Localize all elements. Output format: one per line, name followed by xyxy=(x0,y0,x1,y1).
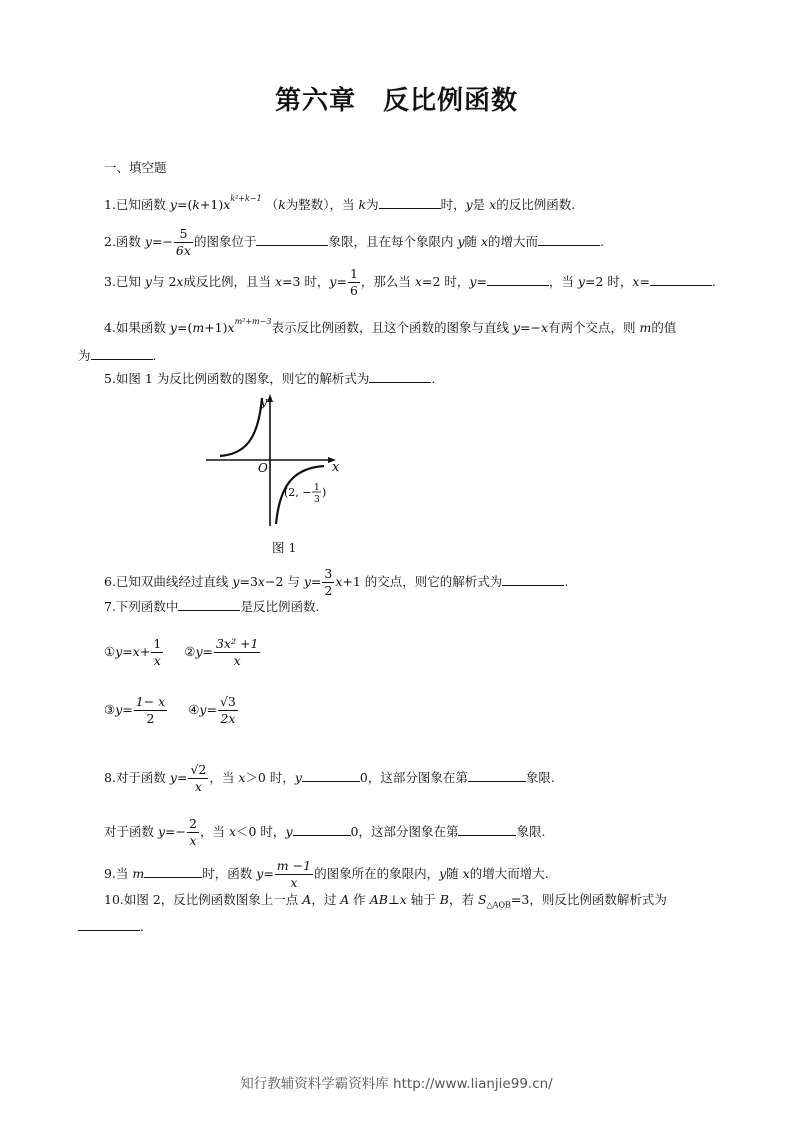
answer-blank[interactable] xyxy=(178,598,240,611)
hyperbola-branch-upper-left xyxy=(220,398,262,456)
question-10-line2: . xyxy=(78,918,144,935)
answer-blank[interactable] xyxy=(293,823,351,836)
answer-blank[interactable] xyxy=(502,573,564,586)
point-label: (2, − xyxy=(284,486,312,499)
answer-blank[interactable] xyxy=(256,233,328,246)
question-10: 10.如图 2，反比例函数图象上一点 A，过 A 作 AB⊥x 轴于 B，若 $S_{\triangle AOB}=3$，则反比例函数解析式为 xyxy=(104,892,667,910)
question-8b: 对于函数 y=− $\frac{2}{x}$ ，当 x＜0 时，y 0，这部分图象在第 象限. xyxy=(104,816,546,848)
answer-blank[interactable] xyxy=(144,865,202,878)
option-3: ③y= $\frac{1- x}{2}$ xyxy=(104,694,166,726)
figure-1-graph xyxy=(200,388,350,534)
answer-blank[interactable] xyxy=(538,233,600,246)
question-4-line2: 为 . xyxy=(78,348,157,363)
answer-blank[interactable] xyxy=(458,823,516,836)
options-row-1 xyxy=(104,636,261,669)
option-1: ①y=x+ $\frac{1}{x}$ xyxy=(104,636,162,668)
axis-label-x: x xyxy=(332,460,340,475)
question-5: 5.如图 1 为反比例函数的图象，则它的解析式为 . xyxy=(104,371,436,386)
question-7: 7.下列函数中 是反比例函数. xyxy=(104,599,320,614)
answer-blank[interactable] xyxy=(369,370,431,383)
point-label-close: ) xyxy=(322,486,327,499)
options-row-2 xyxy=(104,694,239,727)
answer-blank[interactable] xyxy=(650,273,712,286)
option-4: ④y= $\frac{√3}{2x}$ xyxy=(188,694,236,726)
figure-1-caption: 图 1 xyxy=(272,540,297,555)
origin-label: O xyxy=(258,461,268,475)
point-label-denominator: 3 xyxy=(314,495,320,505)
question-8: 8.对于函数 y= $\frac{√2}{x}$ ，当 x＞0 时，y 0，这部分图象在第 象限. xyxy=(104,762,555,794)
question-6: 6.已知双曲线经过直线 y=3x−2 与 y= $\frac{3}{2}$ x+1 的交点，则它的解析式为 . xyxy=(104,566,569,598)
fraction: $\frac{5}{6x}$ xyxy=(175,226,191,258)
answer-blank[interactable] xyxy=(78,918,140,931)
question-9: 9.当 m 时，函数 y= $\frac{m -1}{x}$ 的图象所在的象限内，y随 x的增大而增大. xyxy=(104,858,549,890)
axis-label-y: y xyxy=(260,395,268,410)
question-1: 1.已知函数 $y=(k+1)x^{k^2+k-1}$ （k为整数），当 k为 时，y是 x的反比例函数. xyxy=(104,194,576,212)
section-heading: 一、填空题 xyxy=(104,160,167,175)
fraction: $\frac{3}{2}$ xyxy=(324,566,333,598)
question-2: 2.函数 y=− $\frac{5}{6x}$ 的图象位于 象限，且在每个象限内 y随 x的增大而 . xyxy=(104,226,605,258)
page-title: 第六章 反比例函数 xyxy=(274,86,518,116)
footer-watermark: 知行教辅资料学霸资料库 http://www.lianjie99.cn/ xyxy=(240,1076,553,1092)
question-3: 3.已知 y与 2x成反比例，且当 x=3 时，y= $\frac{1}{6}$ ，那么当 x=2 时，y= ，当 y=2 时，x= . xyxy=(104,266,716,298)
point-label-numerator: 1 xyxy=(314,483,320,493)
option-2: ②y= $\frac{\text{3x² +1}}{x}$ xyxy=(184,636,259,668)
fraction: $\frac{1}{6}$ xyxy=(349,266,358,298)
y-axis-arrow xyxy=(267,394,273,402)
answer-blank[interactable] xyxy=(302,769,360,782)
answer-blank[interactable] xyxy=(487,273,549,286)
answer-blank[interactable] xyxy=(468,769,526,782)
answer-blank[interactable] xyxy=(379,196,441,209)
question-4: 4.如果函数 $y=(m+1)x^{m^2+m-3}$表示反比例函数，且这个函数的图象与直线 y=−x有两个交点，则 m的值 xyxy=(104,317,677,335)
answer-blank[interactable] xyxy=(91,347,153,360)
